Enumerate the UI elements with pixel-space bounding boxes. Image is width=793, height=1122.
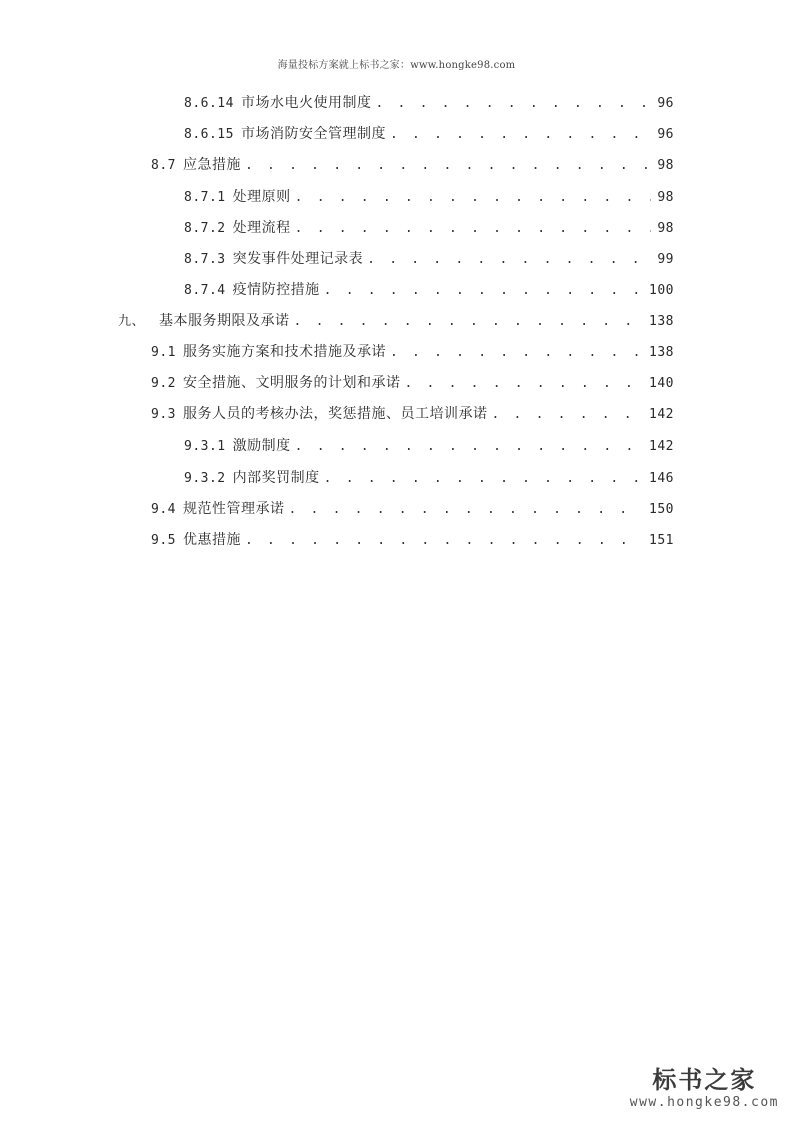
toc-entry-page: 142	[649, 407, 674, 422]
toc-entry-number: 九、	[118, 314, 146, 329]
toc-entry[interactable]	[118, 310, 674, 332]
toc-entry-page: 100	[649, 283, 674, 298]
toc-entry[interactable]	[184, 435, 674, 457]
toc-dot-leader	[245, 155, 651, 177]
toc-dot-leader	[288, 499, 643, 521]
toc-dot-leader	[245, 530, 643, 552]
toc-entry-title: 市场水电火使用制度	[240, 95, 372, 111]
toc-entry-page: 98	[657, 190, 674, 205]
toc-entry[interactable]	[184, 92, 674, 114]
toc-entry-title: 服务实施方案和技术措施及承诺	[182, 344, 386, 360]
toc-entry[interactable]	[184, 123, 674, 145]
toc-entry-page: 151	[649, 533, 674, 548]
toc-entry[interactable]	[151, 341, 674, 363]
toc-dot-leader	[491, 404, 643, 426]
toc-entry-title: 服务人员的考核办法，奖惩措施、员工培训承诺	[182, 406, 488, 422]
toc-entry-number: 8.7.2	[184, 221, 226, 236]
toc-entry[interactable]	[151, 498, 674, 520]
toc-entry-page: 138	[649, 314, 674, 329]
toc-entry-title: 处理原则	[232, 189, 291, 205]
toc-dot-leader	[295, 187, 652, 209]
toc-entry-page: 140	[649, 376, 674, 391]
toc-entry[interactable]	[184, 186, 674, 208]
toc-dot-leader	[324, 280, 643, 302]
toc-entry-number: 9.3.1	[184, 439, 226, 454]
toc-entry-number: 8.6.15	[184, 127, 234, 142]
toc-entry-page: 146	[649, 471, 674, 486]
toc-entry-title: 突发事件处理记录表	[232, 251, 364, 267]
toc-entry-title: 疫情防控措施	[232, 282, 320, 298]
site-watermark-logo	[630, 1065, 779, 1110]
toc-entry[interactable]	[184, 248, 674, 270]
toc-dot-leader	[390, 124, 651, 146]
toc-entry-title: 激励制度	[232, 438, 291, 454]
watermark-url: www.hongke98.com	[629, 1095, 779, 1110]
toc-entry-number: 8.7.3	[184, 252, 226, 267]
toc-entry-title: 基本服务期限及承诺	[159, 313, 290, 329]
toc-entry[interactable]	[151, 372, 674, 394]
toc-entry-page: 96	[657, 96, 674, 111]
toc-dot-leader	[295, 436, 643, 458]
toc-entry[interactable]	[151, 154, 674, 176]
toc-dot-leader	[367, 249, 651, 271]
toc-entry-page: 150	[649, 502, 674, 517]
toc-dot-leader	[404, 373, 643, 395]
toc-entry-page: 98	[657, 158, 674, 173]
toc-entry-number: 9.2	[151, 376, 176, 391]
toc-entry-title: 规范性管理承诺	[182, 501, 285, 517]
toc-entry-number: 8.7	[151, 158, 176, 173]
toc-entry-number: 8.7.1	[184, 190, 226, 205]
watermark-title: 标书之家	[652, 1066, 757, 1094]
toc-entry[interactable]	[151, 403, 674, 425]
toc-entry[interactable]	[184, 467, 674, 489]
toc-entry-page: 142	[649, 439, 674, 454]
toc-dot-leader	[295, 218, 652, 240]
toc-dot-leader	[294, 311, 644, 333]
toc-entry[interactable]	[184, 279, 674, 301]
toc-entry-page: 99	[657, 252, 674, 267]
page-header: 海量投标方案就上标书之家：www.hongke98.com	[277, 60, 516, 71]
toc-entry-title: 优惠措施	[182, 532, 241, 548]
toc-entry-number: 8.7.4	[184, 283, 226, 298]
toc-entry-title: 应急措施	[182, 157, 241, 173]
toc-dot-leader	[324, 468, 643, 490]
toc-entry-title: 市场消防安全管理制度	[240, 126, 386, 142]
toc-dot-leader	[375, 93, 651, 115]
toc-entry[interactable]	[151, 529, 674, 551]
toc-entry-number: 9.4	[151, 502, 176, 517]
toc-entry-number: 9.1	[151, 345, 176, 360]
toc-dot-leader	[390, 342, 643, 364]
toc-entry-title: 安全措施、文明服务的计划和承诺	[182, 375, 401, 391]
toc-entry-number: 8.6.14	[184, 96, 234, 111]
toc-entry-number: 9.3	[151, 407, 176, 422]
toc-entry-number: 9.3.2	[184, 471, 226, 486]
toc-entry-title: 内部奖罚制度	[232, 470, 320, 486]
toc-entry-title: 处理流程	[232, 220, 291, 236]
toc-entry-page: 138	[649, 345, 674, 360]
toc-entry-page: 96	[657, 127, 674, 142]
toc-entry-page: 98	[657, 221, 674, 236]
toc-entry[interactable]	[184, 217, 674, 239]
toc-entry-number: 9.5	[151, 533, 176, 548]
